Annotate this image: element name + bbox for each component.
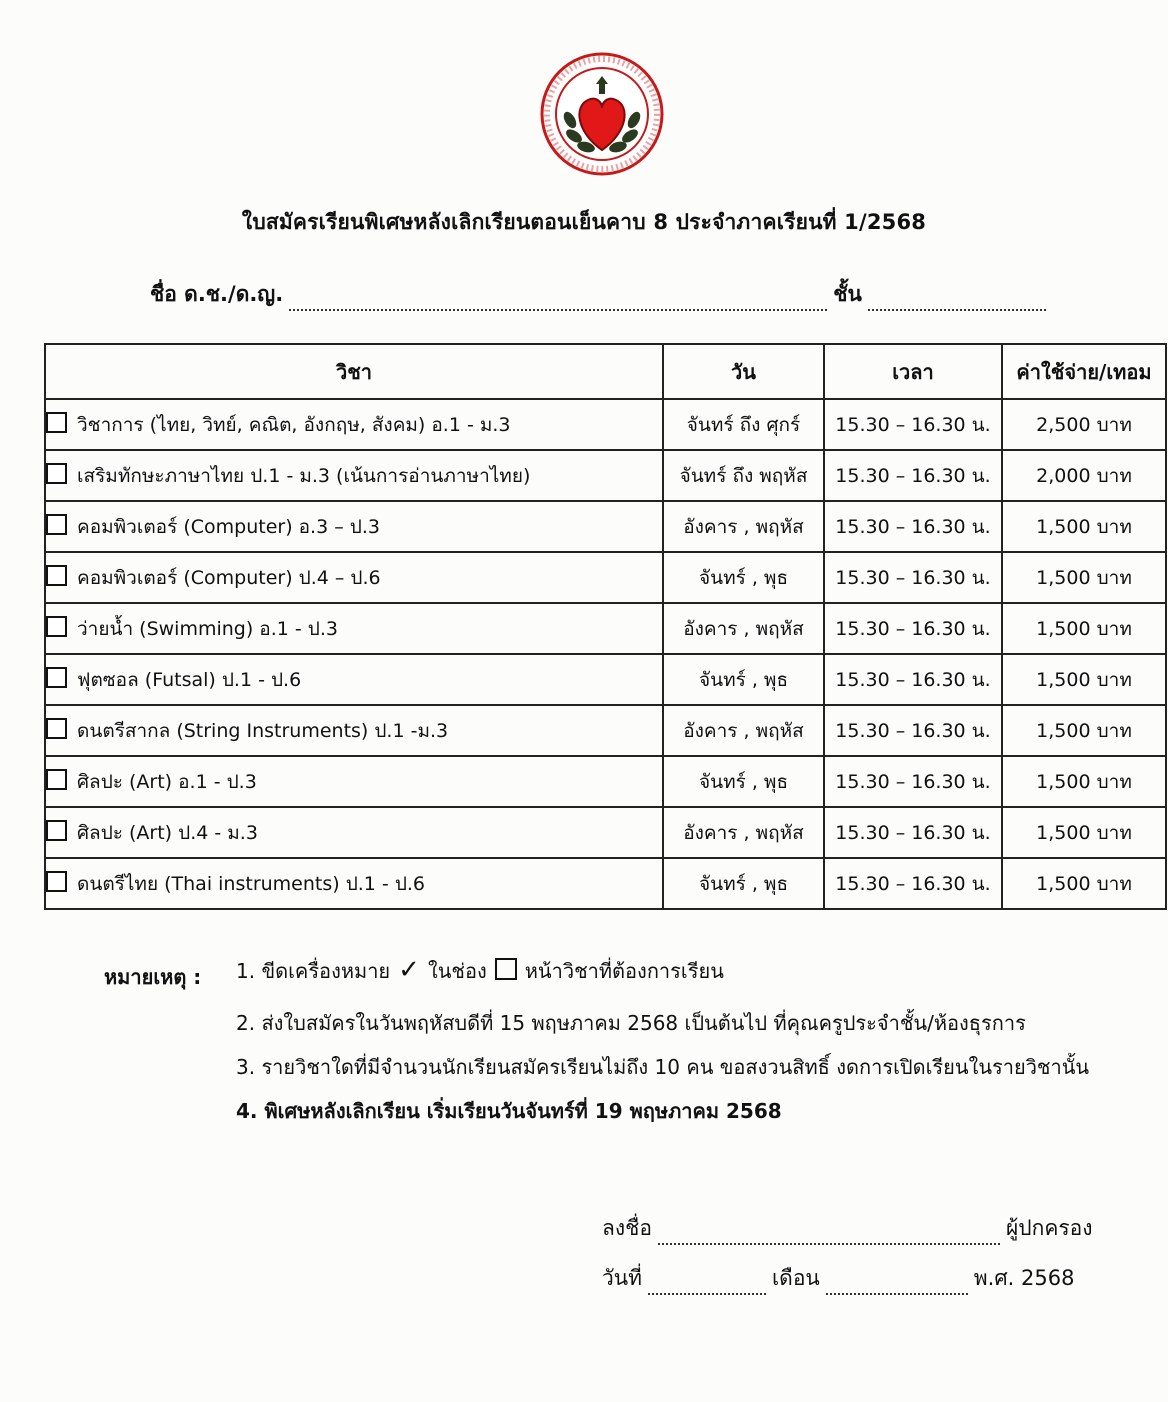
time-cell: 15.30 – 16.30 น. (824, 705, 1002, 756)
signature-field[interactable] (658, 1225, 1000, 1245)
day-cell: จันทร์ ถึง พฤหัส (663, 450, 824, 501)
time-cell: 15.30 – 16.30 น. (824, 807, 1002, 858)
header-day: วัน (663, 344, 824, 399)
subject-text: คอมพิวเตอร์ (Computer) อ.3 – ป.3 (77, 515, 380, 538)
subject-checkbox[interactable] (46, 871, 67, 892)
fee-cell: 2,000 บาท (1002, 450, 1166, 501)
header-time: เวลา (824, 344, 1002, 399)
note-2: 2. ส่งใบสมัครในวันพฤหัสบดีที่ 15 พฤษภาคม 2568 เป็นต้นไป ที่คุณครูประจำชั้น/ห้องธุรการ (236, 1011, 1026, 1035)
table-row (45, 501, 1166, 552)
day-cell: จันทร์ , พุธ (663, 552, 824, 603)
table-row (45, 705, 1166, 756)
time-cell: 15.30 – 16.30 น. (824, 399, 1002, 450)
note-1-text-a: 1. ขีดเครื่องหมาย (236, 959, 391, 983)
day-cell: จันทร์ , พุธ (663, 858, 824, 909)
table-row (45, 552, 1166, 603)
fee-cell: 1,500 บาท (1002, 603, 1166, 654)
day-cell: อังคาร , พฤหัส (663, 807, 824, 858)
subject-cell (45, 399, 663, 450)
subject-checkbox[interactable] (46, 412, 67, 433)
subject-text: ดนตรีสากล (String Instruments) ป.1 -ม.3 (77, 719, 449, 742)
subject-checkbox[interactable] (46, 820, 67, 841)
subject-checkbox[interactable] (46, 565, 67, 586)
day-cell: จันทร์ , พุธ (663, 756, 824, 807)
day-cell: จันทร์ , พุธ (663, 654, 824, 705)
subject-text: ว่ายน้ำ (Swimming) อ.1 - ป.3 (77, 617, 338, 640)
note-1-text-b: ในช่อง (427, 959, 487, 983)
fee-cell: 1,500 บาท (1002, 858, 1166, 909)
day-cell: จันทร์ ถึง ศุกร์ (663, 399, 824, 450)
subject-checkbox[interactable] (46, 667, 67, 688)
subject-cell (45, 501, 663, 552)
time-cell: 15.30 – 16.30 น. (824, 756, 1002, 807)
note-3: 3. รายวิชาใดที่มีจำนวนนักเรียนสมัครเรียนไม่ถึง 10 คน ขอสงวนสิทธิ์ งดการเปิดเรียนในรายวิชานั้น (236, 1055, 1090, 1079)
fee-cell: 1,500 บาท (1002, 552, 1166, 603)
time-cell: 15.30 – 16.30 น. (824, 858, 1002, 909)
time-cell: 15.30 – 16.30 น. (824, 501, 1002, 552)
year-label: พ.ศ. 2568 (973, 1266, 1075, 1290)
table-header-row (45, 344, 1166, 399)
day-field[interactable] (648, 1275, 766, 1295)
subject-checkbox[interactable] (46, 616, 67, 637)
table-row (45, 450, 1166, 501)
subject-text: คอมพิวเตอร์ (Computer) ป.4 – ป.6 (77, 566, 381, 589)
subject-cell (45, 450, 663, 501)
guardian-label: ผู้ปกครอง (1006, 1216, 1093, 1240)
subject-cell (45, 756, 663, 807)
fee-cell: 1,500 บาท (1002, 756, 1166, 807)
table-row (45, 756, 1166, 807)
time-cell: 15.30 – 16.30 น. (824, 603, 1002, 654)
checkmark-icon: ✓ (398, 955, 420, 985)
subject-cell (45, 705, 663, 756)
subject-checkbox[interactable] (46, 769, 67, 790)
time-cell: 15.30 – 16.30 น. (824, 450, 1002, 501)
school-seal-logo (536, 50, 668, 178)
subject-checkbox[interactable] (46, 514, 67, 535)
table-row (45, 603, 1166, 654)
table-row (45, 654, 1166, 705)
fee-cell: 1,500 บาท (1002, 705, 1166, 756)
fee-cell: 1,500 บาท (1002, 501, 1166, 552)
fee-cell: 2,500 บาท (1002, 399, 1166, 450)
table-row (45, 807, 1166, 858)
subject-text: วิชาการ (ไทย, วิทย์, คณิต, อังกฤษ, สังคม) อ.1 - ม.3 (77, 413, 511, 436)
date-label: วันที่ (602, 1266, 642, 1290)
subject-text: ดนตรีไทย (Thai instruments) ป.1 - ป.6 (77, 872, 426, 895)
checkbox-icon (495, 958, 517, 980)
table-row (45, 399, 1166, 450)
month-label: เดือน (772, 1266, 820, 1290)
fee-cell: 1,500 บาท (1002, 654, 1166, 705)
subject-checkbox[interactable] (46, 718, 67, 739)
table-row (45, 858, 1166, 909)
subject-text: ศิลปะ (Art) อ.1 - ป.3 (77, 770, 257, 793)
day-cell: อังคาร , พฤหัส (663, 603, 824, 654)
courses-table (44, 343, 1167, 910)
subject-text: ฟุตซอล (Futsal) ป.1 - ป.6 (77, 668, 302, 691)
date-line (602, 1262, 1074, 1295)
class-label: ชั้น (833, 282, 862, 306)
name-label: ชื่อ ด.ช./ด.ญ. (150, 282, 284, 306)
subject-cell (45, 807, 663, 858)
day-cell: อังคาร , พฤหัส (663, 705, 824, 756)
header-subject: วิชา (45, 344, 663, 399)
fee-cell: 1,500 บาท (1002, 807, 1166, 858)
subject-cell (45, 654, 663, 705)
sign-label: ลงชื่อ (602, 1216, 652, 1240)
name-line (150, 278, 1052, 311)
day-cell: อังคาร , พฤหัส (663, 501, 824, 552)
class-field[interactable] (868, 291, 1046, 311)
subject-cell (45, 552, 663, 603)
month-field[interactable] (826, 1275, 968, 1295)
subject-text: เสริมทักษะภาษาไทย ป.1 - ม.3 (เน้นการอ่านภาษาไทย) (77, 464, 531, 487)
subject-cell (45, 858, 663, 909)
subject-checkbox[interactable] (46, 463, 67, 484)
name-field[interactable] (289, 291, 827, 311)
note-4: 4. พิเศษหลังเลิกเรียน เริ่มเรียนวันจันทร์ที่ 19 พฤษภาคม 2568 (236, 1099, 782, 1123)
header-fee: ค่าใช้จ่าย/เทอม (1002, 344, 1166, 399)
notes-label: หมายเหตุ : (104, 965, 202, 989)
note-1-text-c: หน้าวิชาที่ต้องการเรียน (524, 959, 724, 983)
signature-line (602, 1212, 1093, 1245)
time-cell: 15.30 – 16.30 น. (824, 654, 1002, 705)
note-1 (236, 955, 724, 987)
form-title: ใบสมัครเรียนพิเศษหลังเลิกเรียนตอนเย็นคาบ 8 ประจำภาคเรียนที่ 1/2568 (241, 210, 927, 234)
subject-text: ศิลปะ (Art) ป.4 - ม.3 (77, 821, 258, 844)
time-cell: 15.30 – 16.30 น. (824, 552, 1002, 603)
subject-cell (45, 603, 663, 654)
